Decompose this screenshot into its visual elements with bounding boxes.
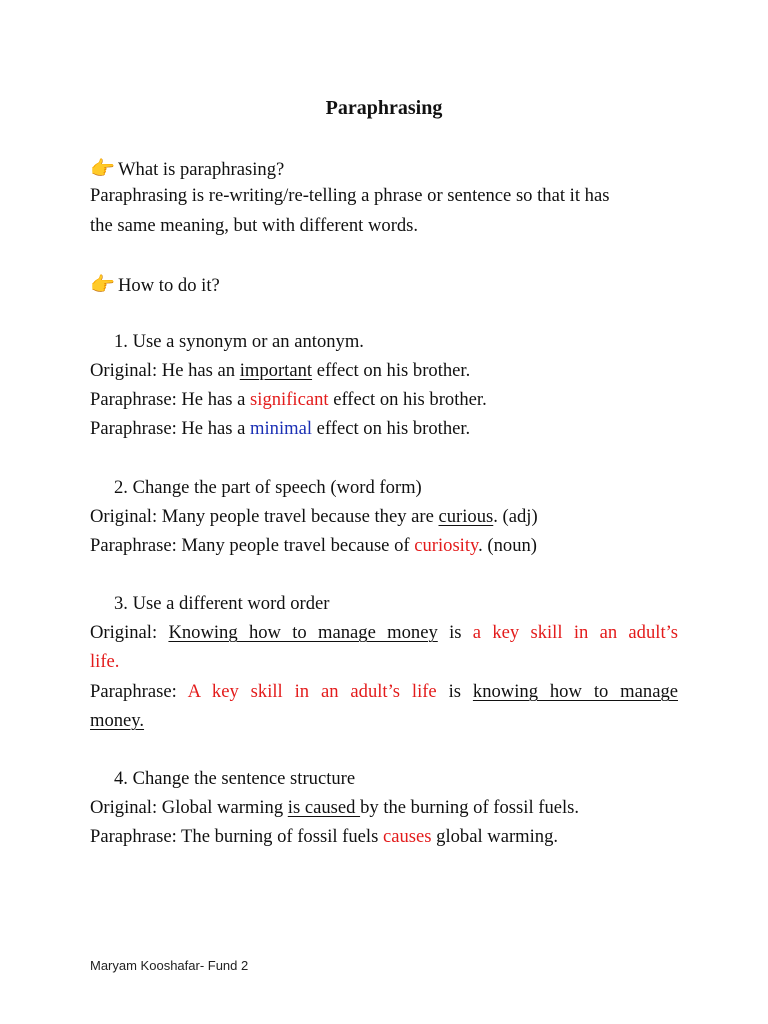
underlined-phrase: money. [90,710,145,731]
step-2-paraphrase: Paraphrase: Many people travel because of curiosity. (noun) [90,535,537,556]
question-how [90,272,220,298]
step-3-heading: 3. Use a different word order [114,593,330,614]
step-2-heading: 2. Change the part of speech (word form) [114,477,422,498]
step-4-paraphrase: Paraphrase: The burning of fossil fuels causes global warming. [90,826,559,847]
step-4-original: Original: Global warming is caused by the burning of fossil fuels. [90,797,580,818]
step-4-heading: 4. Change the sentence structure [114,768,356,789]
red-phrase: a key skill in an adult’s [472,622,679,643]
step-1-original: Original: He has an important effect on his brother. [90,360,471,381]
changed-word: curiosity [414,535,479,556]
definition-line-2: the same meaning, but with different words. [90,215,419,236]
antonym-word: minimal [250,418,313,439]
step-1-paraphrase-synonym: Paraphrase: He has a significant effect on his brother. [90,389,487,410]
step-1-paraphrase-antonym: Paraphrase: He has a minimal effect on his brother. [90,418,471,439]
underlined-phrase: Knowing how to manage money [168,622,438,643]
question-what-text: What is paraphrasing? [118,159,285,180]
page-title: Paraphrasing [325,97,443,119]
underlined-phrase: is caused [287,797,361,818]
underlined-phrase: knowing how to manage [472,681,678,702]
step-3-original-line-2 [90,650,119,674]
definition-line-1: Paraphrasing is re-writing/re-telling a phrase or sentence so that it has [90,185,610,206]
step-1-heading: 1. Use a synonym or an antonym. [114,331,364,352]
footer-author: Maryam Kooshafar- Fund 2 [90,958,249,973]
red-phrase: life. [90,651,120,672]
step-3-paraphrase-line-1: Paraphrase: A key skill in an adult’s life is knowing how to manage [90,681,678,702]
pointing-hand-icon: 👉 [90,272,115,296]
step-3-paraphrase-line-2 [90,709,144,733]
changed-word: causes [382,826,432,847]
highlight-word: curious [438,506,494,527]
pointing-hand-icon: 👉 [90,156,115,180]
step-3-original-line-1: Original: Knowing how to manage money is a key skill in an adult’s [90,622,679,643]
question-how-text: How to do it? [118,275,220,296]
step-2-original: Original: Many people travel because they are curious. (adj) [90,506,538,527]
question-what [90,156,284,182]
red-phrase: A key skill in an adult’s life [187,681,437,702]
synonym-word: significant [250,389,329,410]
highlight-word: important [239,360,313,381]
